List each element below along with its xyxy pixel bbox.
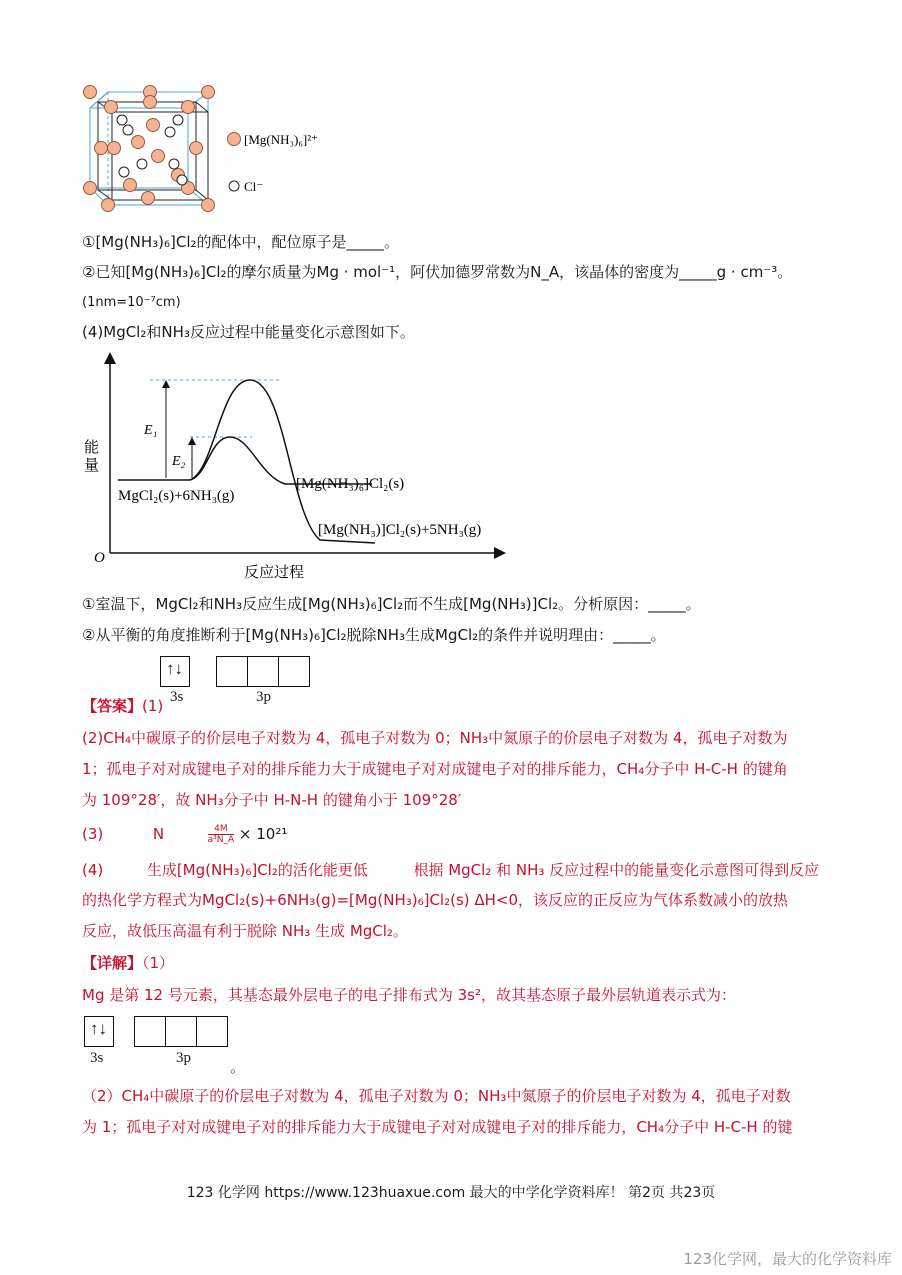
detail-line1: Mg 是第 12 号元素，其基态最外层电子的电子排布式为 3s²，故其基态原子最外层轨道表示式为： (82, 986, 736, 1004)
answer-4-line3: 反应，故低压高温有利于脱除 NH₃ 生成 MgCl₂。 (82, 922, 408, 940)
orbital-3p-box-1 (216, 656, 248, 687)
energy-reactant: MgCl₂(s)+6NH₃(g) (118, 488, 235, 504)
energy-label-e2: E₂ (172, 454, 186, 469)
q4-intro: (4)MgCl₂和NH₃反应过程中能量变化示意图如下。 (82, 323, 415, 341)
energy-label-e1: E₁ (144, 423, 158, 438)
answer-3-rest: × 10²¹ (238, 825, 288, 843)
orbital-3p-box-1 (134, 1016, 166, 1047)
legend-cation: [Mg(NH₃)₆]²⁺ (244, 132, 318, 147)
orbital-3p-box-2 (165, 1016, 197, 1047)
q3-item1: ①[Mg(NH₃)₆]Cl₂的配体中，配位原子是_____。 (82, 233, 400, 251)
q4-item2: ②从平衡的角度推断利于[Mg(NH₃)₆]Cl₂脱除NH₃生成MgCl₂的条件并说明理由：_____。 (82, 626, 666, 644)
answer-3-frac-top: 4M (208, 824, 235, 835)
orbital-3s-arrows: ↑↓ (166, 659, 183, 678)
detail-num: （1） (142, 954, 175, 972)
orbital-3s-arrows: ↑↓ (90, 1019, 107, 1038)
detail-tag: 【详解】 (82, 954, 143, 972)
detail-header (82, 953, 174, 973)
answer-3-frac-bottom: a³N_A (207, 835, 235, 845)
watermark: 123化学网，最大的化学资料库 (683, 1250, 892, 1268)
answer-3-atom: N (152, 825, 165, 843)
answer-2-line2: 1；孤电子对对成键电子对的排斥能力大于成键电子对对成键电子对的排斥能力，CH₄分子中 H-C-H 的键角 (82, 760, 788, 778)
answer-tag: 【答案】 (82, 697, 143, 715)
orbital-3p-box-3 (196, 1016, 228, 1047)
answer-3-fraction (208, 824, 235, 845)
answer-3 (82, 824, 287, 845)
answer-3-num: (3) (82, 825, 104, 843)
detail-p2-line1: （2）CH₄中碳原子的价层电子对数为 4，孤电子对数为 0；NH₃中氮原子的价层电子对数为 4，孤电子对数 (82, 1087, 791, 1105)
detail-p2-line2: 为 1；孤电子对对成键电子对的排斥能力大于成键电子对对成键电子对的排斥能力，CH₄分子中 H-C-H 的键 (82, 1118, 793, 1136)
energy-y-label-1: 能 (84, 438, 100, 456)
orbital-diagram-detail (84, 1016, 254, 1076)
q4-item1: ①室温下，MgCl₂和NH₃反应生成[Mg(NH₃)₆]Cl₂而不生成[Mg(NH₃)]Cl₂。分析原因：_____。 (82, 595, 701, 613)
answer-4-num: (4) (82, 861, 104, 879)
answer-header (82, 696, 163, 716)
energy-diagram (80, 350, 520, 585)
energy-x-label: 反应过程 (244, 563, 305, 581)
q3-item2-note: (1nm=10⁻⁷cm) (82, 295, 181, 310)
orbital-3s-label: 3s (170, 689, 184, 705)
answer-1: (1) (142, 697, 164, 715)
page-footer: 123 化学网 https://www.123huaxue.com 最大的中学化学资料库！ 第2页 共23页 (186, 1185, 716, 1201)
answer-4-part2: 根据 MgCl₂ 和 NH₃ 反应过程中的能量变化示意图可得到反应 (413, 861, 820, 879)
answer-4-line1 (82, 860, 819, 880)
answer-2-line3: 为 109°28′，故 NH₃分子中 H-N-H 的键角小于 109°28′ (82, 791, 462, 809)
orbital-diagram-answer (160, 656, 320, 706)
answer-4-line2: 的热化学方程式为MgCl₂(s)+6NH₃(g)=[Mg(NH₃)₆]Cl₂(s) ΔH<0，该反应的正反应为气体系数减小的放热 (82, 891, 789, 909)
orbital-3p-box-2 (247, 656, 279, 687)
crystal-structure-figure (78, 80, 338, 220)
answer-2-line1: (2)CH₄中碳原子的价层电子对数为 4，孤电子对数为 0；NH₃中氮原子的价层电子对数为 4，孤电子对数为 (82, 729, 788, 747)
orbital-3p-label: 3p (256, 689, 271, 705)
orbital-3p-box-3 (278, 656, 310, 687)
energy-product1: [Mg(NH₃)₆]Cl₂(s) (296, 476, 405, 492)
orbital-3s-label: 3s (90, 1050, 104, 1066)
detail-period: 。 (230, 1060, 246, 1076)
energy-y-label-2: 量 (84, 456, 100, 474)
energy-origin: O (94, 550, 105, 566)
energy-product2: [Mg(NH₃)]Cl₂(s)+5NH₃(g) (318, 522, 482, 538)
orbital-3p-label: 3p (176, 1050, 191, 1066)
q3-item2: ②已知[Mg(NH₃)₆]Cl₂的摩尔质量为Mg · mol⁻¹，阿伏加德罗常数为N_A，该晶体的密度为_____g · cm⁻³。 (82, 263, 793, 281)
answer-4-part1: 生成[Mg(NH₃)₆]Cl₂的活化能更低 (146, 861, 368, 879)
legend-anion: Cl⁻ (244, 179, 264, 194)
